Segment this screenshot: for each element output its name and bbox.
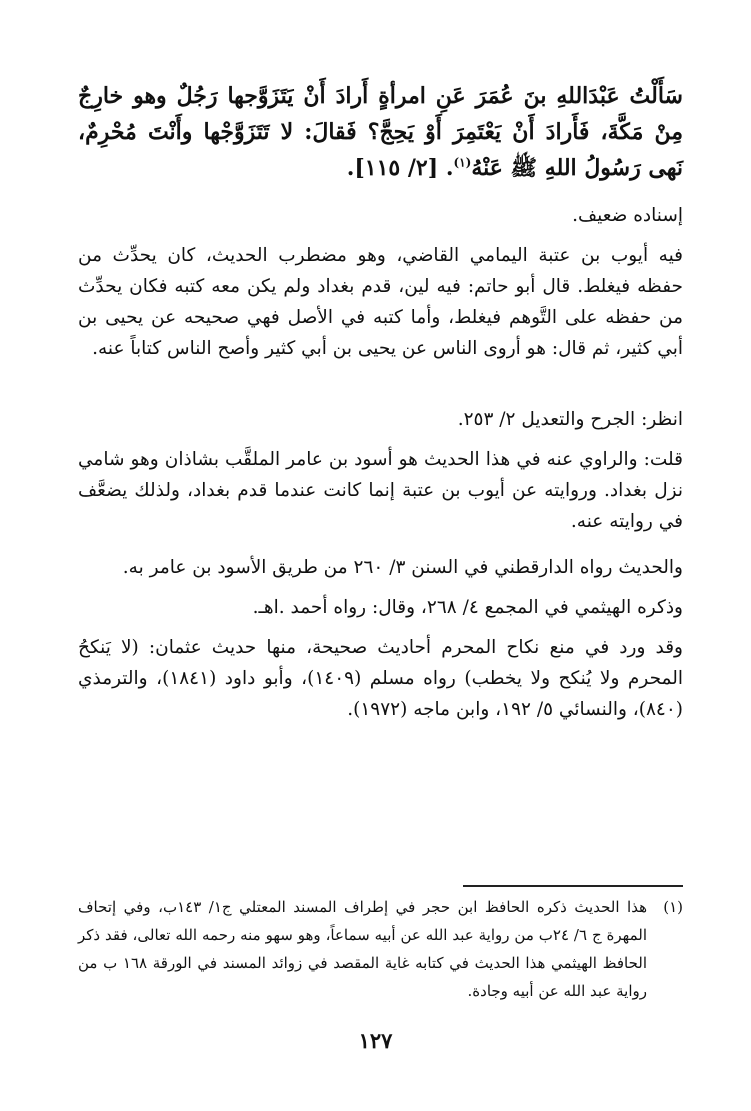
hadith-reference: . [٢/ ١١٥].	[346, 155, 454, 181]
haythami-paragraph: وذكره الهيثمي في المجمع ٤/ ٢٦٨، وقال: رواه أحمد .اهـ.	[252, 597, 683, 618]
footnote	[78, 893, 683, 1005]
hadith-text	[78, 78, 683, 186]
hadith-body: سَأَلْتُ عَبْدَاللهِ بنَ عُمَرَ عَنِ امرأةٍ أَرادَ أَنْ يَتَزَوَّجها رَجُلٌ وهو خارِجٌ مِنْ مَكَّةَ، فَأَرادَ أَنْ يَعْتَمِرَ أَوْ يَحِجَّ؟ فَقالَ: لا تَتَزَوَّجْها وأَنْتَ مُحْرِمٌ، نَهى رَسُولُ اللهِ ﷺ عَنْهُ	[78, 83, 683, 181]
supporting-hadith-paragraph: وقد ورد في منع نكاح المحرم أحاديث صحيحة، منها حديث عثمان: (لا يَنكحُ المحرم ولا يُنكح ولا يخطب) رواه مسلم (١٤٠٩)، وأبو داود (١٨٤١)، والترمذي (٨٤٠)، والنسائي ٥/ ١٩٢، وابن ماجه (١٩٧٢).	[78, 637, 683, 720]
footnote-number: (١)	[663, 898, 683, 916]
isnad-grade: إسناده ضعيف.	[572, 205, 683, 226]
author-note-paragraph: قلت: والراوي عنه في هذا الحديث هو أسود بن عامر الملقَّب بشاذان وهو شامي نزل بغداد. وروايته عن أيوب بن عتبة إنما كانت عندما قدم بغداد، ولذلك يضعَّف في روايته عنه.	[78, 449, 683, 532]
narrator-commentary-paragraph: فيه أيوب بن عتبة اليمامي القاضي، وهو مضطرب الحديث، كان يحدِّث من حفظه فيغلط. قال أبو حاتم: فيه لين، قدم بغداد ولم يكن معه كتبه فكان يحدِّث من حفظه على التَّوهم فيغلط، وأما كتبه في الأصل فهي صحيحه عن يحيى بن أبي كثير، ثم قال: هو أروى الناس عن يحيى بن أبي كثير وأصح الناس كتاباً عنه.	[78, 245, 683, 359]
footnote-marker: (١)	[453, 155, 472, 170]
page-number: ١٢٧	[358, 1028, 393, 1053]
footnote-text: هذا الحديث ذكره الحافظ ابن حجر في إطراف المسند المعتلي ج١/ ١٤٣ب، وفي إتحاف المهرة ج ٦/ ٢٤ب من رواية عبد الله عن أبيه سماعاً، وهو سهو منه رحمه الله تعالى، فقد ذكر الحافظ الهيثمي هذا الحديث في كتابه غاية المقصد في زوائد المسند في الورقة ١٦٨ ب من رواية عبد الله عن أبيه وجادة.	[78, 898, 648, 1000]
footnote-separator	[463, 885, 683, 887]
reference-jarh-paragraph: انظر: الجرح والتعديل ٢/ ٢٥٣.	[457, 409, 683, 430]
daraqutni-paragraph: والحديث رواه الدارقطني في السنن ٣/ ٢٦٠ من طريق الأسود بن عامر به.	[122, 557, 683, 578]
